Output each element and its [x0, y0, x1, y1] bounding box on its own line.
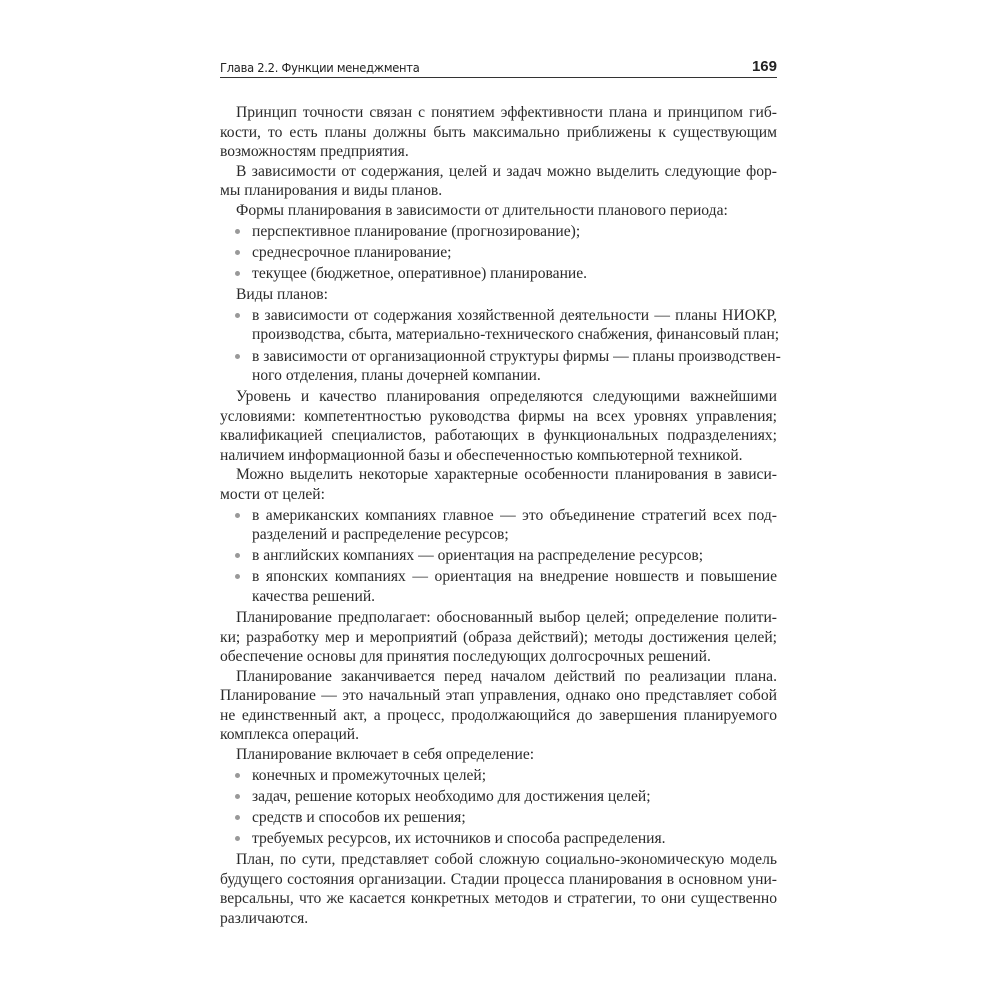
list-item — [220, 306, 780, 345]
text-line: Можно выделить некоторые характерные особенности планирования в зависи- — [236, 466, 777, 484]
text-line: производства, сбыта, материально-технического снабжения, финансовый план; — [252, 326, 780, 344]
text-line: задач, решение которых необходимо для достижения целей; — [252, 787, 651, 805]
bullet-icon — [235, 794, 240, 799]
text-line: Планирование — это начальный этап управления, однако оно представляет собой — [220, 687, 777, 705]
list-item — [220, 264, 777, 284]
text-line: ки; разработку мер и мероприятий (образа действий); методы достижения целей; — [220, 628, 777, 646]
text-line: в зависимости от содержания хозяйственной деятельности — планы НИОКР, — [252, 306, 777, 324]
bullet-icon — [235, 229, 240, 234]
text-line: требуемых ресурсов, их источников и способа распределения. — [252, 829, 666, 847]
paragraph — [220, 667, 777, 745]
body-text — [220, 103, 781, 928]
text-line: в японских компаниях — ориентация на внедрение новшеств и повышение — [252, 568, 777, 586]
text-line: квалификацией специалистов, работающих в функциональных подразделениях; — [220, 427, 777, 445]
text-line: Виды планов: — [236, 285, 328, 303]
list-item — [220, 567, 777, 606]
paragraph — [220, 608, 777, 667]
text-line: различаются. — [220, 909, 309, 927]
bullet-icon — [235, 773, 240, 778]
bullet-icon — [235, 574, 240, 579]
text-line: Формы планирования в зависимости от длительности планового периода: — [236, 201, 728, 219]
text-line: разделений и распределение ресурсов; — [252, 526, 509, 544]
bullet-icon — [235, 513, 240, 518]
text-line: средств и способов их решения; — [252, 808, 466, 826]
bullet-icon — [235, 313, 240, 318]
bullet-icon — [235, 815, 240, 820]
text-line: конечных и промежуточных целей; — [252, 766, 487, 784]
bullet-icon — [235, 354, 240, 359]
text-line: В зависимости от содержания, целей и задач можно выделить следующие фор- — [236, 162, 777, 180]
text-line: обеспечение основы для принятия последующих долгосрочных решений. — [220, 648, 711, 666]
bullet-icon — [235, 271, 240, 276]
text-line: в английских компаниях — ориентация на распределение ресурсов; — [252, 547, 704, 565]
list-item — [220, 829, 777, 849]
text-line: Планирование включает в себя определение: — [236, 745, 535, 763]
text-line: наличием информационной базы и обеспеченностью компьютерной техникой. — [220, 446, 743, 464]
list-item — [220, 222, 777, 242]
running-header — [220, 58, 777, 78]
paragraph — [220, 162, 777, 201]
text-line: План, по сути, представляет собой сложную социально-экономическую модель — [236, 851, 777, 868]
paragraph — [220, 285, 777, 305]
paragraph — [220, 465, 777, 504]
text-line: качества решений. — [252, 587, 376, 605]
list-item — [220, 243, 777, 263]
paragraph — [220, 387, 777, 465]
text-line: возможностям предприятия. — [220, 143, 409, 160]
text-line: условиями: компетентностью руководства фирмы на всех уровнях управления; — [220, 407, 777, 425]
bullet-icon — [235, 836, 240, 841]
list-item — [220, 506, 777, 545]
text-line: Уровень и качество планирования определяются следующими важнейшими — [236, 388, 777, 406]
text-line: комплекса операций. — [220, 726, 360, 744]
text-line: текущее (бюджетное, оперативное) планирование. — [252, 264, 588, 282]
list-item — [220, 787, 777, 807]
text-line: в американских компаниях главное — это объединение стратегий всех под- — [252, 506, 777, 524]
text-line: Планирование предполагает: обоснованный выбор целей; определение полити- — [236, 609, 777, 627]
list-item — [220, 808, 777, 828]
text-line: перспективное планирование (прогнозирование); — [252, 222, 581, 240]
paragraph — [220, 103, 777, 162]
text-line: не единственный акт, а процесс, продолжающийся до завершения планируемого — [220, 706, 777, 724]
paragraph — [220, 745, 777, 765]
text-line: среднесрочное планирование; — [252, 243, 452, 261]
list-item — [220, 546, 777, 566]
text-line: Планирование заканчивается перед началом действий по реализации плана. — [236, 667, 777, 685]
text-line: кости, то есть планы должны быть максимально приближены к существующим — [220, 123, 777, 141]
page-number: 169 — [751, 58, 777, 75]
paragraph — [220, 201, 777, 221]
text-line: в зависимости от организационной структуры фирмы — планы производствен- — [252, 347, 781, 365]
list-item — [220, 347, 781, 386]
text-line: ного отделения, планы дочерней компании. — [252, 367, 541, 385]
text-line: мости от целей: — [220, 485, 325, 503]
text-line: мы планирования и виды планов. — [220, 182, 443, 199]
bullet-icon — [235, 553, 240, 558]
bullet-icon — [235, 250, 240, 255]
text-line: будущего состояния организации. Стадии процесса планирования в основном уни- — [220, 870, 777, 888]
text-line: версальны, что же касается конкретных методов и стратегии, то они существенно — [220, 890, 777, 907]
list-item — [220, 766, 777, 786]
paragraph — [220, 850, 777, 928]
chapter-title: Глава 2.2. Функции менеджмента — [220, 60, 420, 75]
text-line: Принцип точности связан с понятием эффективности плана и принципом гиб- — [236, 104, 777, 121]
